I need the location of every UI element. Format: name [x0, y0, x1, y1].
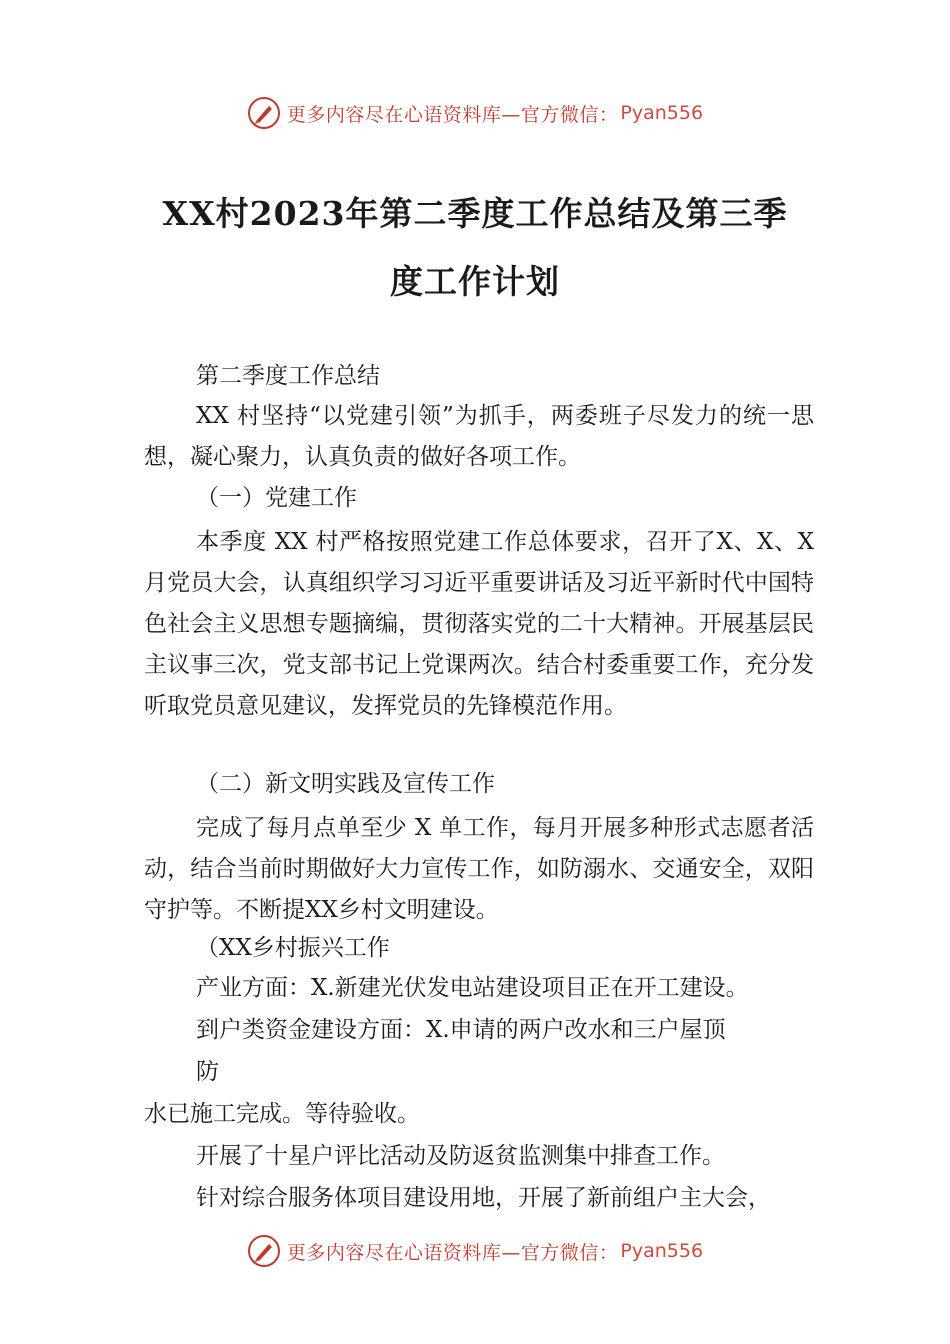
- household-funds-paragraph: 到户类资金建设方面：X.申请的两户改水和三户屋顶: [196, 1017, 726, 1043]
- watermark-wechat-id: Pyan556: [620, 1240, 704, 1262]
- document-title-line-2: 度工作计划: [390, 262, 560, 301]
- document-title-line-1: XX村2023年第二季度工作总结及第三季: [162, 194, 788, 233]
- star-household-paragraph: 开展了十星户评比活动及防返贫监测集中排查工作。: [196, 1143, 725, 1169]
- household-funds-end: 水已施工完成。等待验收。: [144, 1101, 420, 1127]
- civilization-paragraph: 完成了每月点单至少 X 单工作，每月开展多种形式志愿者活动，结合当前时期做好大力宣传工作，如防溺水、交通安全，双阳守护等。不断提XX乡村文明建设。: [144, 815, 814, 923]
- watermark-text: 更多内容尽在心语资料库—官方微信：: [286, 103, 619, 126]
- service-complex-paragraph: 针对综合服务体项目建设用地，开展了新前组户主大会，: [196, 1185, 771, 1211]
- household-funds-continued: 防: [196, 1059, 219, 1085]
- watermark-header: [0, 96, 950, 130]
- pen-logo-icon: [247, 96, 281, 130]
- pen-logo-icon: [247, 1234, 281, 1268]
- intro-paragraph: XX 村坚持“以党建引领”为抓手，两委班子尽发力的统一思想，凝心聚力，认真负责的做好各项工作。: [144, 403, 814, 470]
- party-building-paragraph: 本季度 XX 村严格按照党建工作总体要求，召开了X、X、X月党员大会，认真组织学习习近平重要讲话及习近平新时代中国特色社会主义思想专题摘编，贯彻落实党的二十大精神。开展基层民主议事三次，党支部书记上党课两次。结合村委重要工作，充分发听取党员意见建议，发挥党员的先锋模范作用。: [144, 529, 814, 719]
- subheading-party-building: （一）党建工作: [196, 485, 357, 511]
- subheading-civilization-practice: （二）新文明实践及宣传工作: [196, 771, 495, 797]
- section-heading-summary: 第二季度工作总结: [196, 363, 380, 389]
- watermark-wechat-id: Pyan556: [620, 102, 704, 124]
- industry-paragraph: 产业方面：X.新建光伏发电站建设项目正在开工建设。: [196, 975, 749, 1001]
- watermark-footer: [0, 1234, 950, 1268]
- watermark-text: 更多内容尽在心语资料库—官方微信：: [286, 1241, 619, 1264]
- subheading-rural-revitalization: （XX乡村振兴工作: [196, 935, 390, 961]
